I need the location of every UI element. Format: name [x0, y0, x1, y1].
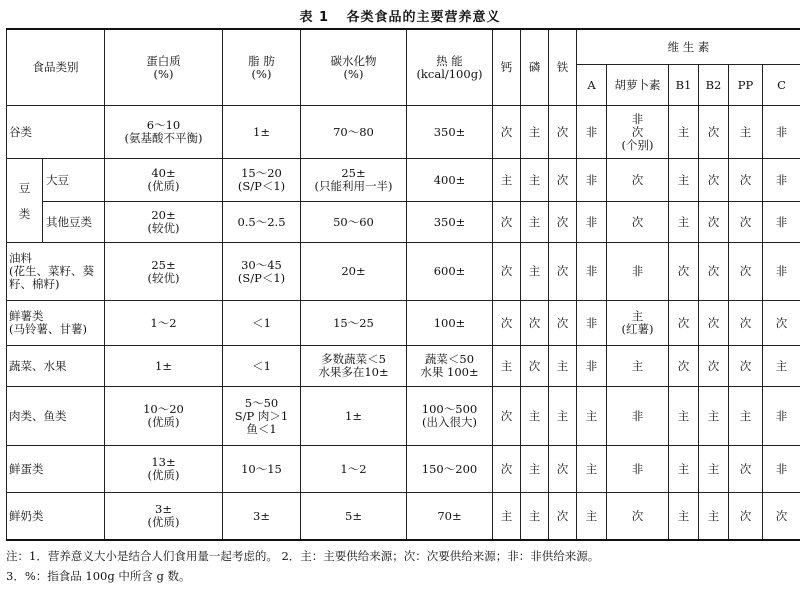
table-row: [7, 493, 800, 541]
calcium-value: 次: [493, 387, 521, 446]
carbohydrate-value: 70～80: [301, 106, 407, 159]
protein-value: 1～2: [105, 301, 223, 346]
vit-pp-value: 次: [729, 301, 763, 346]
table-notes: [6, 546, 796, 586]
table-row: [7, 243, 800, 301]
header-fat: 脂 肪 (%): [223, 29, 301, 106]
vit-a-value: 主: [577, 493, 607, 541]
vit-pp-value: 主: [729, 387, 763, 446]
fat-value: 1±: [223, 106, 301, 159]
vit-b1-value: 主: [669, 446, 699, 493]
calcium-value: 次: [493, 301, 521, 346]
carbohydrate-value: 多数蔬菜＜5 水果多在10±: [301, 346, 407, 387]
vit-c-value: 非: [763, 243, 800, 301]
carbohydrate-value: 1±: [301, 387, 407, 446]
header-vit-b2: B2: [699, 65, 729, 106]
vit-b1-value: 主: [669, 387, 699, 446]
fat-value: ＜1: [223, 301, 301, 346]
carotene-value: 次: [607, 202, 669, 243]
vit-b2-value: 次: [699, 301, 729, 346]
vit-a-value: 非: [577, 346, 607, 387]
table-title: [0, 6, 800, 25]
vit-b1-value: 次: [669, 301, 699, 346]
header-food-category: 食品类别: [7, 29, 105, 106]
calcium-value: 主: [493, 346, 521, 387]
phosphorus-value: 主: [521, 243, 549, 301]
header-carbohydrate: 碳水化物 (%): [301, 29, 407, 106]
note-line-2: 3．%：指食品 100g 中所含 g 数。: [6, 569, 191, 583]
energy-value: 350±: [407, 202, 493, 243]
vit-a-value: 非: [577, 202, 607, 243]
carotene-value: 主 (红薯): [607, 301, 669, 346]
header-vit-c: C: [763, 65, 800, 106]
calcium-value: 次: [493, 243, 521, 301]
vit-c-value: 非: [763, 446, 800, 493]
phosphorus-value: 主: [521, 446, 549, 493]
header-calcium: 钙: [493, 29, 521, 106]
iron-value: 次: [549, 446, 577, 493]
table-row: [7, 106, 800, 159]
vit-b2-value: 次: [699, 346, 729, 387]
phosphorus-value: 主: [521, 387, 549, 446]
vit-b2-value: 主: [699, 387, 729, 446]
header-vit-a: A: [577, 65, 607, 106]
nutrition-table: [6, 28, 800, 541]
vit-c-value: 次: [763, 493, 800, 541]
protein-value: 20± (较优): [105, 202, 223, 243]
fat-value: 5～50 S/P 肉＞1 鱼＜1: [223, 387, 301, 446]
iron-value: 次: [549, 493, 577, 541]
energy-value: 400±: [407, 159, 493, 202]
table-row: [7, 301, 800, 346]
vit-pp-value: 主: [729, 106, 763, 159]
iron-value: 次: [549, 202, 577, 243]
note-line-1: 注：1．营养意义大小是结合人们食用量一起考虑的。 2．主：主要供给来源；次：次要供给来源；非：非供给来源。: [6, 549, 600, 563]
energy-value: 150～200: [407, 446, 493, 493]
table-row: [7, 202, 800, 243]
vit-b2-value: 主: [699, 493, 729, 541]
carbohydrate-value: 20±: [301, 243, 407, 301]
table-row: [7, 346, 800, 387]
energy-value: 蔬菜＜50 水果 100±: [407, 346, 493, 387]
phosphorus-value: 主: [521, 493, 549, 541]
carotene-value: 非: [607, 387, 669, 446]
vit-b1-value: 主: [669, 493, 699, 541]
food-name: 蔬菜、水果: [7, 346, 105, 387]
protein-value: 6～10 (氨基酸不平衡): [105, 106, 223, 159]
vit-b2-value: 主: [699, 446, 729, 493]
food-name: 鲜蛋类: [7, 446, 105, 493]
carbohydrate-value: 50～60: [301, 202, 407, 243]
table-row: [7, 159, 800, 202]
vit-c-value: 非: [763, 202, 800, 243]
vit-b1-value: 主: [669, 106, 699, 159]
nutrition-table-wrapper: [6, 28, 788, 541]
calcium-value: 次: [493, 106, 521, 159]
fat-value: 15～20 (S/P＜1): [223, 159, 301, 202]
vit-b1-value: 主: [669, 202, 699, 243]
phosphorus-value: 次: [521, 346, 549, 387]
fat-value: 10～15: [223, 446, 301, 493]
bean-group-label: 豆 类: [7, 159, 43, 243]
protein-value: 40± (优质): [105, 159, 223, 202]
vit-b1-value: 主: [669, 159, 699, 202]
calcium-value: 次: [493, 202, 521, 243]
header-iron: 铁: [549, 29, 577, 106]
vit-b2-value: 次: [699, 159, 729, 202]
vit-pp-value: 次: [729, 243, 763, 301]
iron-value: 次: [549, 159, 577, 202]
vit-c-value: 非: [763, 106, 800, 159]
protein-value: 13± (优质): [105, 446, 223, 493]
table-row: [7, 387, 800, 446]
table-caption: 各类食品的主要营养意义: [346, 10, 501, 25]
vit-pp-value: 次: [729, 159, 763, 202]
food-name: 其他豆类: [43, 202, 105, 243]
carotene-value: 次: [607, 159, 669, 202]
iron-value: 主: [549, 387, 577, 446]
vit-c-value: 非: [763, 387, 800, 446]
vit-c-value: 次: [763, 301, 800, 346]
food-name: 鲜奶类: [7, 493, 105, 541]
food-name: 油料 (花生、菜籽、葵 籽、棉籽): [7, 243, 105, 301]
header-row-1: [7, 29, 800, 65]
vit-b2-value: 次: [699, 243, 729, 301]
phosphorus-value: 次: [521, 301, 549, 346]
carotene-value: 非 次 (个别): [607, 106, 669, 159]
header-phosphorus: 磷: [521, 29, 549, 106]
vit-b2-value: 次: [699, 202, 729, 243]
carotene-value: 主: [607, 346, 669, 387]
vit-c-value: 主: [763, 346, 800, 387]
calcium-value: 次: [493, 446, 521, 493]
carbohydrate-value: 5±: [301, 493, 407, 541]
phosphorus-value: 主: [521, 202, 549, 243]
header-protein: 蛋白质 (%): [105, 29, 223, 106]
vit-b1-value: 次: [669, 346, 699, 387]
iron-value: 主: [549, 346, 577, 387]
protein-value: 3± (优质): [105, 493, 223, 541]
food-name: 谷类: [7, 106, 105, 159]
fat-value: ＜1: [223, 346, 301, 387]
header-vit-pp: PP: [729, 65, 763, 106]
fat-value: 0.5～2.5: [223, 202, 301, 243]
carotene-value: 非: [607, 243, 669, 301]
carbohydrate-value: 1～2: [301, 446, 407, 493]
energy-value: 70±: [407, 493, 493, 541]
protein-value: 10～20 (优质): [105, 387, 223, 446]
table-row: [7, 446, 800, 493]
protein-value: 25± (较优): [105, 243, 223, 301]
energy-value: 100±: [407, 301, 493, 346]
vit-b2-value: 次: [699, 106, 729, 159]
protein-value: 1±: [105, 346, 223, 387]
calcium-value: 主: [493, 159, 521, 202]
iron-value: 次: [549, 106, 577, 159]
food-name: 肉类、鱼类: [7, 387, 105, 446]
vit-a-value: 非: [577, 159, 607, 202]
carotene-value: 次: [607, 493, 669, 541]
carotene-value: 非: [607, 446, 669, 493]
header-carotene: 胡萝卜素: [607, 65, 669, 106]
vit-a-value: 非: [577, 106, 607, 159]
iron-value: 次: [549, 301, 577, 346]
phosphorus-value: 主: [521, 106, 549, 159]
header-energy: 热 能 (kcal/100g): [407, 29, 493, 106]
carbohydrate-value: 25± (只能利用一半): [301, 159, 407, 202]
vit-pp-value: 次: [729, 446, 763, 493]
header-vit-b1: B1: [669, 65, 699, 106]
phosphorus-value: 主: [521, 159, 549, 202]
vit-c-value: 非: [763, 159, 800, 202]
energy-value: 600±: [407, 243, 493, 301]
vit-a-value: 主: [577, 446, 607, 493]
fat-value: 3±: [223, 493, 301, 541]
vit-a-value: 非: [577, 243, 607, 301]
energy-value: 350±: [407, 106, 493, 159]
table-body: [7, 106, 800, 541]
vit-b1-value: 次: [669, 243, 699, 301]
food-name: 鲜薯类 (马铃薯、甘薯): [7, 301, 105, 346]
carbohydrate-value: 15～25: [301, 301, 407, 346]
calcium-value: 主: [493, 493, 521, 541]
fat-value: 30～45 (S/P＜1): [223, 243, 301, 301]
energy-value: 100～500 (出入很大): [407, 387, 493, 446]
vit-pp-value: 次: [729, 493, 763, 541]
header-vitamins: 维 生 素: [577, 29, 800, 65]
vit-a-value: 非: [577, 301, 607, 346]
iron-value: 次: [549, 243, 577, 301]
vit-a-value: 主: [577, 387, 607, 446]
vit-pp-value: 次: [729, 202, 763, 243]
vit-pp-value: 次: [729, 346, 763, 387]
food-name: 大豆: [43, 159, 105, 202]
table-number: 表 1: [299, 10, 330, 25]
